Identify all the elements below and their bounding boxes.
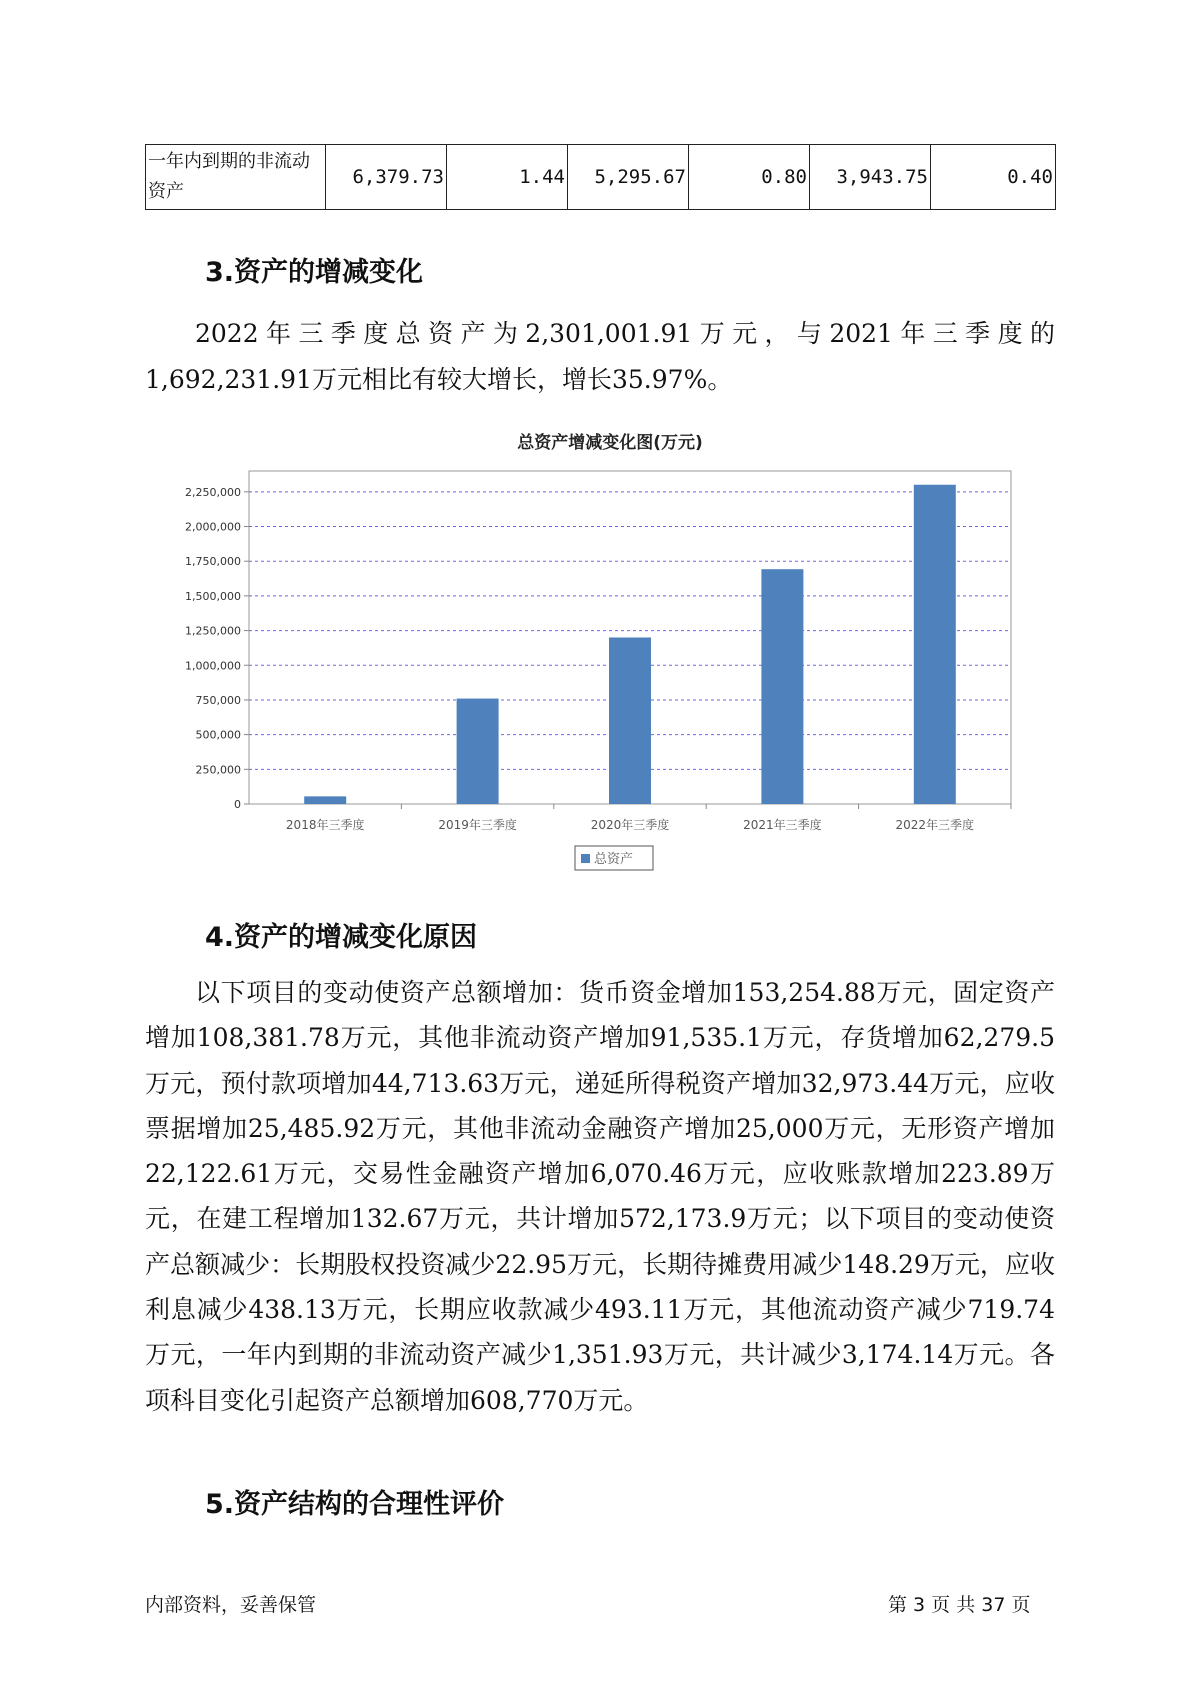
bar [304, 796, 346, 804]
y-tick-label: 1,000,000 [185, 659, 241, 673]
y-tick-label: 1,250,000 [185, 624, 241, 638]
y-tick-label: 1,750,000 [185, 555, 241, 569]
chart-svg [150, 425, 1050, 885]
footer-note: 内部资料，妥善保管 [145, 1594, 317, 1616]
y-tick-label: 2,250,000 [185, 485, 241, 499]
assets-table [145, 144, 1056, 210]
table-cell: 5,295.67 [568, 145, 689, 210]
y-tick-label: 250,000 [195, 763, 241, 777]
chart-title: 总资产增减变化图(万元) [517, 433, 703, 453]
table-cell: 3,943.75 [810, 145, 931, 210]
table-cell: 6,379.73 [326, 145, 447, 210]
section4-heading: 4.资产的增减变化原因 [205, 922, 478, 953]
bar [914, 485, 956, 804]
y-tick-label: 1,500,000 [185, 589, 241, 603]
x-tick-label: 2020年三季度 [590, 818, 670, 832]
section3-heading: 3.资产的增减变化 [205, 257, 424, 288]
page-number: 第 3 页 共 37 页 [888, 1594, 1031, 1616]
legend-swatch [581, 854, 590, 863]
y-tick-label: 500,000 [195, 728, 241, 742]
table-cell: 0.80 [689, 145, 810, 210]
y-tick-label: 0 [234, 798, 241, 811]
table-row [146, 145, 1056, 210]
section3-paragraph: 2022年三季度总资产为2,301,001.91万元，与2021年三季度的1,692,231.91万元相比有较大增长，增长35.97%。 [145, 319, 1055, 394]
legend-label: 总资产 [594, 852, 634, 867]
y-tick-label: 2,000,000 [185, 520, 241, 534]
row-label: 一年内到期的非流动资产 [146, 145, 326, 210]
y-tick-label: 750,000 [195, 693, 241, 707]
section4-paragraph: 以下项目的变动使资产总额增加：货币资金增加153,254.88万元，固定资产增加108,381.78万元，其他非流动资产增加91,535.1万元，存货增加62,279.5万元，预付款项增加44,713.63万元，递延所得税资产增加32,973.44万元，应收票据增加25,485.92万元，其他非流动金融资产增加25,000万元，无形资产增加22,122.61万元，交易性金融资产增加6,070.46万元，应收账款增加223.89万元，在建工程增加132.67万元，共计增加572,173.9万元；以下项目的变动使资产总额减少：长期股权投资减少22.95万元，长期待摊费用减少148.29万元，应收利息减少438.13万元，长期应收款减少493.11万元，其他流动资产减少719.74万元，一年内到期的非流动资产减少1,351.93万元，共计减少3,174.14万元。各项科目变化引起资产总额增加608,770万元。 [145, 978, 1055, 1415]
table-cell: 1.44 [447, 145, 568, 210]
bar [761, 569, 803, 804]
total-assets-chart [150, 425, 1050, 885]
table-cell: 0.40 [931, 145, 1056, 210]
x-tick-label: 2019年三季度 [438, 818, 517, 832]
x-tick-label: 2018年三季度 [285, 818, 365, 832]
x-tick-label: 2022年三季度 [895, 818, 975, 832]
x-tick-label: 2021年三季度 [743, 818, 822, 832]
bar [457, 699, 499, 804]
bar [609, 638, 651, 805]
section5-heading: 5.资产结构的合理性评价 [205, 1489, 505, 1520]
